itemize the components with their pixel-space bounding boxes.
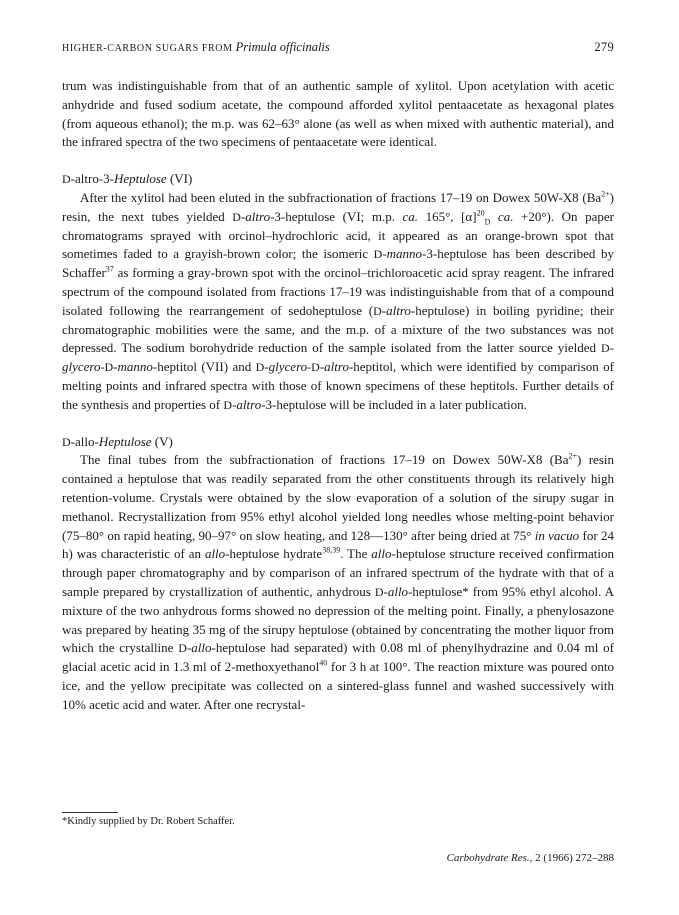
section-heading-altro-3-heptulose: D-altro-3-Heptulose (VI): [62, 171, 193, 187]
footnote: *Kindly supplied by Dr. Robert Schaffer.: [62, 816, 235, 827]
running-head: [62, 40, 614, 58]
paragraph-altro-3-heptulose: After the xylitol had been eluted in the subfractionation of fractions 17–19 on Dowex 50W-X8 $(Ba^{2+})$ resin, the next tubes yielded D-altro-3-heptulose (VI; m.p. ca. 165°, $[\alpha]^{20}_D$ ca. +20°). On paper chromatograms sprayed with orcinol–hydrochloric acid, it appeared as an orange-brown spot that sometimes faded to a grayish-brown color; the isomeric D-manno-3-heptulose has been described by Schaffer$^{37}$ as forming a gray-brown spot with the orcinol–trichloroacetic acid spray reagent. The infrared spectrum of the compound isolated from fractions 17–19 was indistinguishable from that of a compound isolated following the rearrangement of sedoheptulose (D-altro-heptulose) in boiling pyridine; their chromatographic mobilities were the same, and the m.p. of a mixture of the two substances was not depressed. The sodium borohydride reduction of the sample isolated from the latter source yielded D-glycero-D-manno-heptitol (VII) and D-glycero-D-altro-heptitol, which were identified by comparison of melting points and infrared spectra with those of known specimens of these heptitols. Further details of the synthesis and properties of D-altro-3-heptulose will be included in a later publication.: [62, 189, 615, 412]
section-heading-allo-heptulose: D-allo-Heptulose (V): [62, 433, 173, 449]
footnote-rule: [62, 812, 118, 813]
paragraph-xylitol: trum was indistinguishable from that of an authentic sample of xylitol. Upon acetylation with acetic anhydride and fused sodium acetate, the compound afforded xylitol pentaacetate as hexagonal plates (from aqueous ethanol); the m.p. was 62–63° alone (as well as when mixed with authentic material), and the infrared spectra of the two specimens of pentaacetate were identical.: [62, 78, 614, 150]
journal-reference: Carbohydrate Res., 2 (1966) 272–288: [446, 852, 614, 864]
running-title: HIGHER-CARBON SUGARS FROM Primula officinalis: [62, 40, 330, 54]
body-text: [62, 77, 614, 715]
page-number: 279: [594, 40, 614, 54]
paragraph-allo-heptulose: The final tubes from the subfractionation of fractions 17–19 on Dowex 50W-X8 $(Ba^{2+})$ resin contained a heptulose that was readily separated from the other constituents through its relatively high retention-volume. Crystals were obtained by the slow evaporation of a solution of the sirupy sugar in methanol. Recrystallization from 95% ethyl alcohol yielded long needles whose melting-point behavior (75–80° on rapid heating, 90–97° on slow heating, and 128—130° after being dried at 75° in vacuo for 24 h) was characteristic of an allo-heptulose hydrate$^{38,39}$. The allo-heptulose structure received confirmation through paper chromatography and by comparison of an infrared spectrum of the hydrate with that of a sample prepared by crystallization of authentic, anhydrous D-allo-heptulose* from 95% ethyl alcohol. A mixture of the two anhydrous forms showed no depression of the melting point. Finally, a phenylosazone was prepared by heating 35 mg of the sirupy heptulose (obtained by concentrating the mother liquor from which the crystalline D-allo-heptulose had separated) with 0.08 ml of phenylhydrazine and 0.04 ml of glacial acetic acid in 1.3 ml of 2-methoxyethanol$^{40}$ for 3 h at 100°. The reaction mixture was poured onto ice, and the yellow precipitate was collected on a sintered-glass funnel and washed successively with 10% acetic acid and water. After one recrystal-: [62, 452, 614, 712]
